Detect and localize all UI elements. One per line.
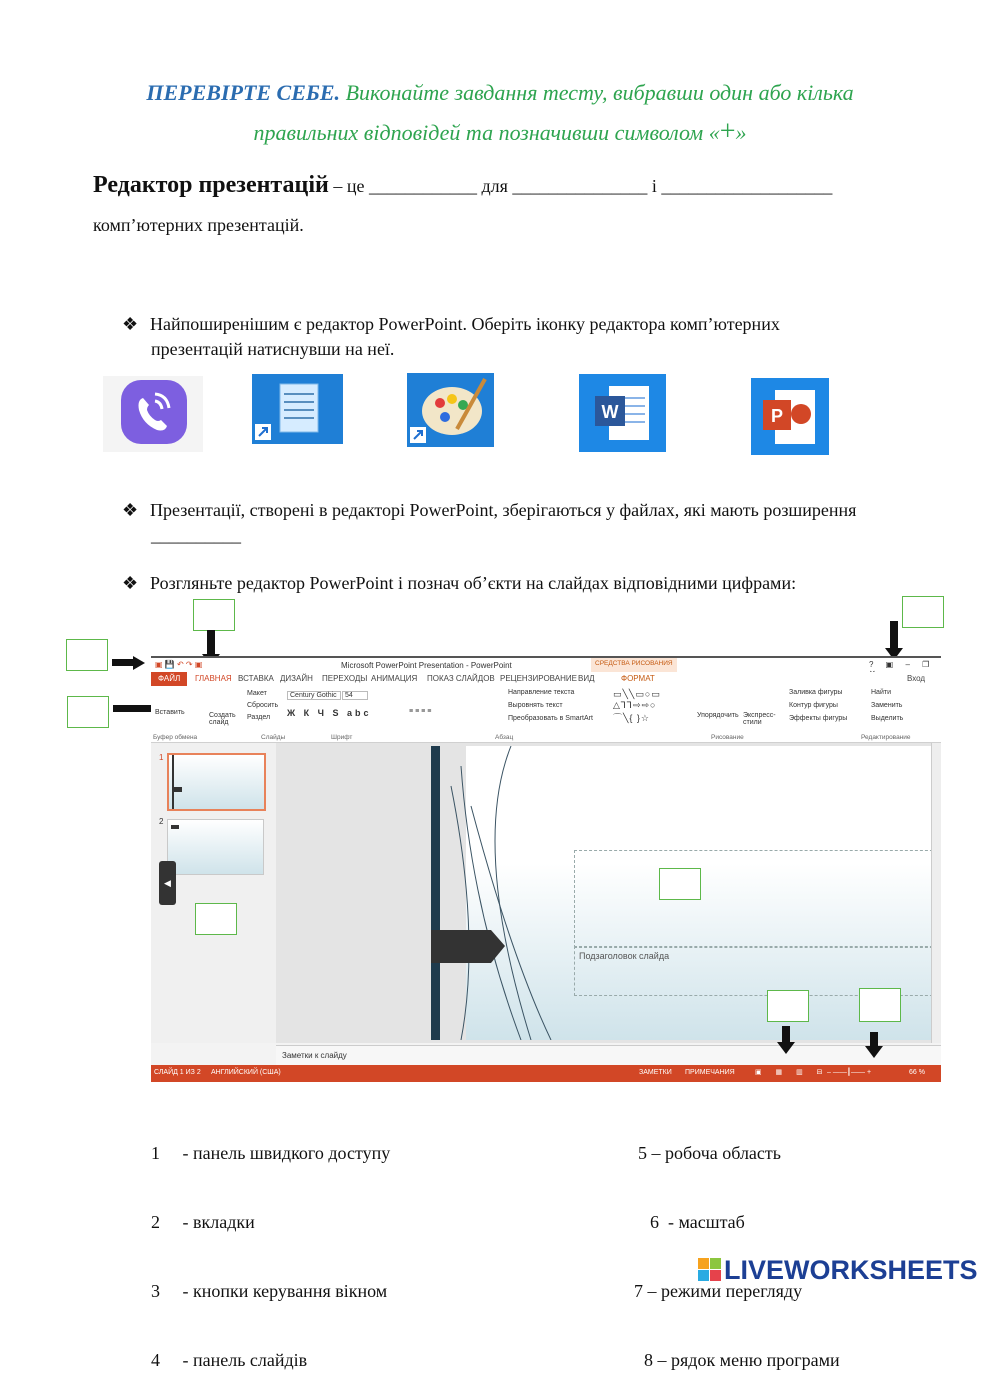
title-bar <box>151 658 941 672</box>
shapes-gallery[interactable]: ▭╲╲▭○▭ △⅂⅂⇨⇨○ ⌒╲{ }☆ <box>613 689 661 723</box>
tab-home[interactable]: ГЛАВНАЯ <box>195 674 232 683</box>
extension-blank[interactable]: __________ <box>151 525 241 545</box>
legend-item: 1 - панель швидкого доступу <box>151 1143 391 1163</box>
shape-effects-button[interactable]: Эффекты фигуры <box>789 715 848 722</box>
arrowhead-icon <box>865 1046 883 1058</box>
slide-number: 2 <box>159 817 164 826</box>
thumb-arrow-shape <box>171 825 179 829</box>
answer-box-tabs[interactable] <box>193 599 235 631</box>
zoom-level[interactable]: 66 % <box>909 1069 925 1076</box>
plus-symbol: + <box>719 116 736 147</box>
answer-box-work-area[interactable] <box>659 868 701 900</box>
notepad-icon[interactable] <box>252 374 343 444</box>
liveworksheets-logo-icon <box>698 1258 722 1282</box>
answer-box-ribbon[interactable] <box>67 696 109 728</box>
work-area <box>276 743 931 1043</box>
bullet-3-text: Розгляньте редактор PowerPoint і познач об’єкти на слайдах відповідними цифрами: <box>150 573 797 593</box>
bullet-3 <box>122 571 930 596</box>
legend-item: 4 - панель слайдів <box>151 1350 308 1370</box>
tab-slideshow[interactable]: ПОКАЗ СЛАЙДОВ <box>427 674 495 683</box>
bullet-icon: ❖ <box>122 314 139 334</box>
section-button[interactable]: Раздел <box>247 714 271 721</box>
group-clipboard: Буфер обмена <box>153 734 198 741</box>
group-paragraph: Абзац <box>495 734 514 741</box>
signin-link[interactable]: Вход <box>907 674 926 683</box>
instruction-text-1: Виконайте завдання тесту, вибравши один або кілька <box>345 80 854 105</box>
liveworksheets-logo: LIVEWORKSHEETS <box>724 1255 978 1285</box>
legend-item: 8 – рядок меню програми <box>644 1350 840 1370</box>
tab-design[interactable]: ДИЗАЙН <box>280 674 313 683</box>
definition-term: Редактор презентацій <box>93 172 329 198</box>
arrowhead-icon <box>777 1042 795 1054</box>
arrow-down-icon <box>890 621 898 651</box>
answer-box-quick-access[interactable] <box>66 639 108 671</box>
notes-label: Заметки к слайду <box>282 1051 347 1060</box>
status-bar <box>151 1065 941 1082</box>
reset-button[interactable]: Сбросить <box>247 702 279 709</box>
view-modes[interactable]: ▣ ▦ ▥ ⊟ <box>755 1069 829 1076</box>
legend-item: 2 - вкладки <box>151 1212 255 1232</box>
comments-button[interactable]: ПРИМЕЧАНИЯ <box>685 1069 735 1076</box>
definition-blanks: – це ____________ для _______________ і ___________________ <box>333 176 833 196</box>
bullet-2 <box>122 498 930 523</box>
layout-button[interactable]: Макет <box>247 690 267 697</box>
slide-counter: СЛАЙД 1 ИЗ 2 <box>154 1069 201 1076</box>
replace-button[interactable]: Заменить <box>871 702 903 709</box>
bullet-icon: ❖ <box>122 500 139 520</box>
paste-button[interactable]: Вставить <box>155 709 185 716</box>
ribbon-tabs <box>151 672 941 686</box>
find-button[interactable]: Найти <box>871 689 891 696</box>
shape-outline-button[interactable]: Контур фигуры <box>789 702 838 709</box>
legend-left <box>151 1096 390 1395</box>
arrowhead-icon <box>133 656 145 670</box>
group-font: Шрифт <box>331 734 353 741</box>
definition-line-2: комп’ютерних презентацій. <box>93 215 304 235</box>
notes-button[interactable]: ЗАМЕТКИ <box>639 1069 672 1076</box>
answer-box-window-controls[interactable] <box>902 596 944 628</box>
legend-item: 5 – робоча область <box>638 1143 781 1163</box>
group-editing: Редактирование <box>861 734 911 741</box>
vertical-scrollbar[interactable] <box>931 743 941 1043</box>
tab-insert[interactable]: ВСТАВКА <box>238 674 274 683</box>
powerpoint-window <box>151 656 941 1082</box>
quote-close: » <box>735 120 747 145</box>
answer-box-zoom[interactable] <box>859 988 901 1022</box>
align-text-button[interactable]: Выровнять текст <box>508 702 563 709</box>
slide-thumbnail-1[interactable] <box>167 753 266 811</box>
paint-icon[interactable] <box>407 373 494 447</box>
tab-format[interactable]: ФОРМАТ <box>621 674 655 683</box>
tab-transitions[interactable]: ПЕРЕХОДЫ <box>322 674 368 683</box>
bullet-1 <box>122 312 930 337</box>
subtitle-text: Подзаголовок слайда <box>579 951 670 961</box>
quick-styles-button[interactable]: Экспресс-стили <box>743 712 776 726</box>
slide-decoration <box>431 746 571 1040</box>
answer-box-view-modes[interactable] <box>767 990 809 1022</box>
zoom-slider[interactable]: – ——┃—— + <box>827 1069 872 1076</box>
context-label: СРЕДСТВА РИСОВАНИЯ <box>591 658 677 672</box>
slide-number: 1 <box>159 753 164 762</box>
thumb-bar <box>172 755 174 809</box>
tab-animations[interactable]: АНИМАЦИЯ <box>371 674 418 683</box>
group-slides: Слайды <box>261 734 286 741</box>
bullet-icon: ❖ <box>122 573 139 593</box>
legend-item: 7 – режими перегляду <box>634 1281 803 1301</box>
thumb-arrow-shape <box>172 787 182 792</box>
legend-right <box>634 1096 840 1395</box>
language-indicator: АНГЛИЙСКИЙ (США) <box>211 1069 281 1076</box>
font-format-buttons[interactable]: Ж К Ч S abc <box>287 708 372 718</box>
window-title: Microsoft PowerPoint Presentation - PowerPoint <box>341 661 512 670</box>
title-placeholder[interactable] <box>574 850 941 948</box>
tab-view[interactable]: ВИД <box>578 674 595 683</box>
window-controls[interactable]: ? ▣ – ❐ <box>869 660 935 669</box>
bullet-1-text: Найпоширенішим є редактор PowerPoint. Оберіть іконку редактора комп’ютерних <box>150 314 780 334</box>
instruction-header-2 <box>0 116 1000 148</box>
tab-file[interactable]: ФАЙЛ <box>158 674 181 683</box>
slides-panel <box>151 743 276 1043</box>
definition-line <box>93 172 933 199</box>
legend-item: 6 - масштаб <box>650 1212 745 1232</box>
shape-fill-button[interactable]: Заливка фигуры <box>789 689 843 696</box>
arrange-button[interactable]: Упорядочить <box>697 712 739 719</box>
ribbon <box>151 686 941 743</box>
text-direction-button[interactable]: Направление текста <box>508 689 575 696</box>
svg-text:W: W <box>601 402 619 422</box>
instruction-header <box>0 80 1000 106</box>
word-icon[interactable] <box>579 374 666 452</box>
font-name-select[interactable]: Century Gothic <box>287 691 341 700</box>
align-buttons[interactable]: ≡≡≡≡ <box>409 708 434 715</box>
svg-text:P: P <box>770 406 784 426</box>
bullet-2-text: Презентації, створені в редакторі PowerPoint, зберігаються у файлах, які мають розширення <box>150 500 857 520</box>
select-button[interactable]: Выделить <box>871 715 904 722</box>
bullet-1-text-2: презентацій натиснувши на неї. <box>151 339 395 359</box>
collapse-panel-button[interactable]: ◀ <box>159 861 176 905</box>
smartart-button[interactable]: Преобразовать в SmartArt <box>508 715 593 722</box>
instruction-text-2: правильних відповідей та позначивши символом « <box>253 120 720 145</box>
font-size-select[interactable]: 54 <box>342 691 368 700</box>
quick-access-toolbar[interactable]: ▣ 💾 ↶ ↷ ▣ <box>155 660 203 669</box>
group-drawing: Рисование <box>711 734 744 741</box>
arrow-down-icon <box>207 630 215 656</box>
legend-item: 3 - кнопки керування вікном <box>151 1281 388 1301</box>
powerpoint-icon[interactable] <box>751 378 829 455</box>
tab-review[interactable]: РЕЦЕНЗИРОВАНИЕ <box>500 674 577 683</box>
notes-pane[interactable] <box>276 1045 941 1066</box>
answer-box-slides-panel[interactable] <box>195 903 237 935</box>
new-slide-button[interactable]: Создать слайд <box>209 712 236 726</box>
slide-thumbnail-2[interactable] <box>167 819 264 875</box>
viber-icon[interactable] <box>103 376 203 452</box>
check-yourself-label: ПЕРЕВІРТЕ СЕБЕ. <box>146 80 341 105</box>
